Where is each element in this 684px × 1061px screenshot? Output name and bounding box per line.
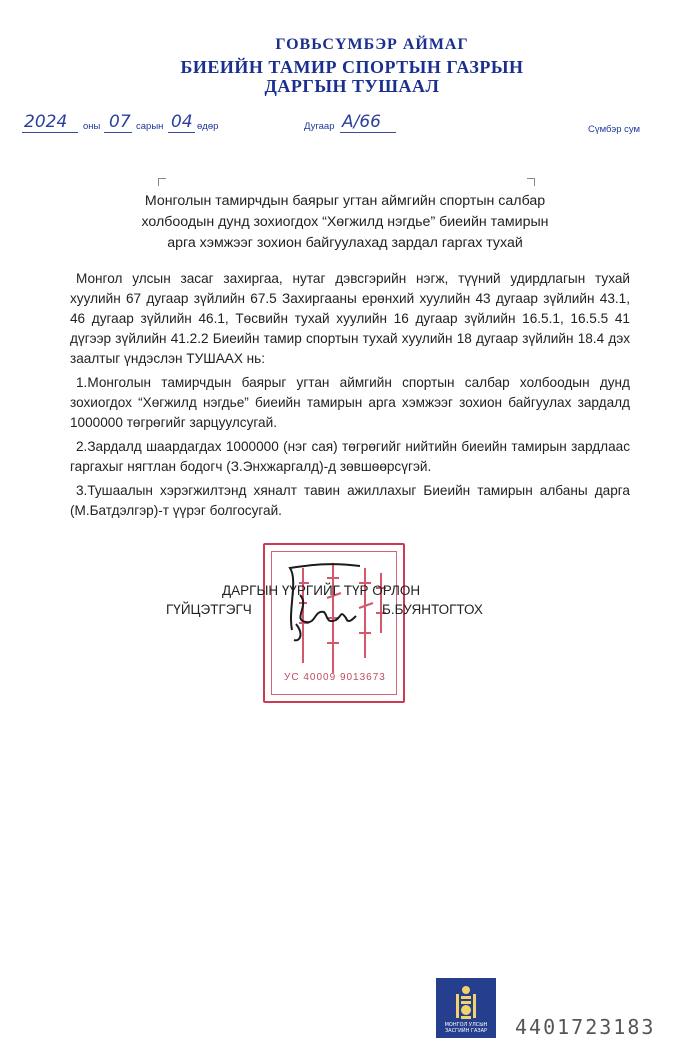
emblem-caption: МОНГОЛ УЛСЫН ЗАСГИЙН ГАЗАР: [444, 1022, 488, 1034]
order-number: А/66: [342, 112, 381, 132]
order-item-2: 2.Зардалд шаардагдах 1000000 (нэг сая) төгрөгийг нийтийн биеийн тамирын зардлаас гаргахыг нягтлан бодогч (З.Энхжаргалд)-д зөвшөөрсүгэй.: [70, 439, 630, 474]
date-day-underline: [168, 132, 195, 133]
date-day-label: өдөр: [197, 121, 219, 132]
place: Сүмбэр сум: [588, 124, 641, 135]
order-number-underline: [340, 132, 396, 133]
serial-number: 4401723183: [515, 1015, 656, 1039]
corner-mark-right: [527, 178, 535, 186]
date-month: 07: [109, 112, 131, 132]
order-item-1: 1.Монголын тамирчдын баярыг угтан аймгийн спортын салбар холбоодын дунд зохиогдох “Хөгжилд нэгдье” биеийн тамирын арга хэмжээг зохион байгуулах зардалд 1000000 төгрөгийг зарцуулсугай.: [70, 375, 630, 430]
date-year-underline: [22, 132, 78, 133]
government-emblem: [436, 978, 496, 1038]
date-year-label: оны: [83, 121, 101, 132]
order-body: [70, 269, 630, 521]
date-year: 2024: [24, 112, 68, 132]
order-number-label: Дугаар: [304, 121, 335, 132]
signer-title-line-2: ГҮЙЦЭТГЭГЧ: [166, 602, 252, 617]
subject-line-1: Монголын тамирчдын баярыг угтан аймгийн спортын салбар: [144, 193, 546, 209]
subject-line-2: холбоодын дунд зохиогдох “Хөгжилд нэгдье” биеийн тамирын: [141, 214, 549, 230]
seal-number: УС 40009 9013673: [284, 672, 386, 683]
corner-mark-left: [158, 178, 166, 186]
header-order-title: ДАРГЫН ТУШААЛ: [264, 76, 440, 96]
date-day: 04: [171, 112, 193, 132]
signer-title-line-1: ДАРГЫН ҮҮРГИЙГ ТҮР ОРЛОН: [222, 583, 421, 598]
order-subject: [60, 191, 630, 254]
date-month-label: сарын: [136, 121, 164, 132]
header-aimag: ГОВЬСҮМБЭР АЙМАГ: [275, 36, 469, 53]
signer-name: Б.БУЯНТОГТОХ: [382, 602, 483, 617]
header-department: БИЕИЙН ТАМИР СПОРТЫН ГАЗРЫН: [180, 57, 524, 77]
date-line: [0, 112, 684, 142]
date-month-underline: [104, 132, 132, 133]
order-item-3: 3.Тушаалын хэрэгжилтэнд хяналт тавин ажиллахыг Биеийн тамирын албаны дарга (М.Батдэлгэр)-т үүрэг болгосугай.: [70, 483, 630, 518]
subject-line-3: арга хэмжээг зохион байгуулахад зардал гаргах тухай: [167, 235, 523, 251]
soyombo-icon: [436, 980, 496, 1024]
preamble-paragraph: Монгол улсын засаг захиргаа, нутаг дэвсгэрийн нэгж, түүний удирдлагын тухай хуулийн 67 дугаар зүйлийн 67.5 Захиргааны ерөнхий хуулийн 43 дугаар зүйлийн 43.1, 46 дугаар зүйлийн 46.1, Төсвийн тухай хуулийн 16 дугаар зүйлийн 16.5.1, 16.5.5 41 дүгээр зүйлийн 41.2.2 Биеийн тамир спортын тухай хуулийн 18 дугаар зүйлийн 18.4 дэх заалтыг үндэслэн ТУШААХ нь:: [70, 271, 630, 366]
handwritten-signature-icon: [270, 560, 380, 645]
